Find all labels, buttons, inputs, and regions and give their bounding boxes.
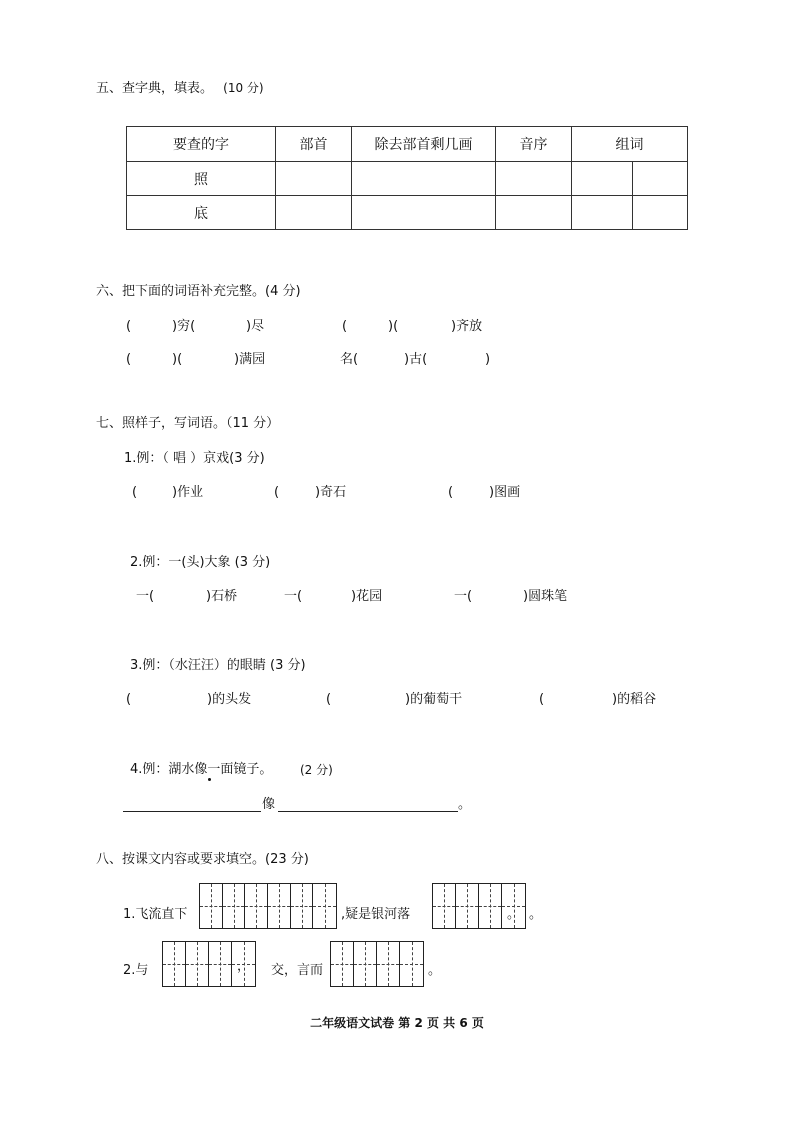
s7-q3-i1: ( xyxy=(126,692,132,707)
s8-q2-middle: 交，言而 xyxy=(271,963,324,978)
grid-cell[interactable] xyxy=(200,884,223,928)
input-cell-word-1[interactable] xyxy=(572,162,633,196)
grid-cell[interactable] xyxy=(209,942,232,986)
grid-cell[interactable] xyxy=(331,942,354,986)
s6-row1-p5: )( xyxy=(388,319,399,334)
s6-row2-p3: )满园 xyxy=(234,352,266,367)
s7-q1-i2: )作业 xyxy=(172,485,204,500)
grid-cell[interactable] xyxy=(400,942,423,986)
section-5-points: (10 分) xyxy=(223,81,264,95)
input-cell-radical[interactable] xyxy=(276,162,352,196)
s8-q1-middle: ,疑是银河落 xyxy=(341,907,411,922)
s7-q1-i6: )图画 xyxy=(489,485,521,500)
character-grid-q1-a[interactable] xyxy=(199,883,337,929)
grid-cell[interactable] xyxy=(313,884,336,928)
table-header-row xyxy=(127,127,688,162)
grid-cell[interactable] xyxy=(186,942,209,986)
s7-q4-points: (2 分) xyxy=(300,763,333,777)
section-5-title xyxy=(96,80,264,97)
input-cell-word-1[interactable] xyxy=(572,196,633,230)
s7-q1-i5: ( xyxy=(448,485,454,500)
grid-cell[interactable] xyxy=(163,942,186,986)
grid-cell[interactable] xyxy=(433,884,456,928)
s6-row1-p6: )齐放 xyxy=(451,319,483,334)
input-cell-strokes[interactable] xyxy=(352,196,496,230)
s6-row2-p2: )( xyxy=(172,352,183,367)
input-cell-phonetic[interactable] xyxy=(496,162,572,196)
s7-q2-i3: 一( xyxy=(284,589,303,604)
s6-row2-p6: ) xyxy=(485,352,491,367)
grid-cell[interactable] xyxy=(291,884,314,928)
s6-row2-p4: 名( xyxy=(340,352,359,367)
s7-q2-i5: 一( xyxy=(454,589,473,604)
grid-cell[interactable] xyxy=(479,884,502,928)
header-char: 要查的字 xyxy=(127,127,276,162)
section-8-title: 八、按课文内容或要求填空。(23 分) xyxy=(96,852,309,867)
character-grid-q2-b[interactable] xyxy=(330,941,424,987)
s7-q2-example: 2.例：一(头)大象 (3 分) xyxy=(130,555,271,570)
s7-q4-example: 4.例：湖水像一面镜子。 xyxy=(130,762,273,777)
character-grid-q2-a[interactable] xyxy=(162,941,256,987)
grid-cell[interactable] xyxy=(245,884,268,928)
s8-q1-end: 。 xyxy=(529,907,543,922)
s7-q1-i4: )奇石 xyxy=(315,485,347,500)
emphasis-dot xyxy=(208,778,211,781)
s7-q3-i5: ( xyxy=(539,692,545,707)
s6-row2-p5: )古( xyxy=(404,352,428,367)
character-grid-q1-b[interactable] xyxy=(432,883,526,929)
grid-cell[interactable] xyxy=(223,884,246,928)
s8-q2-prefix: 2.与 xyxy=(123,963,149,978)
input-cell-strokes[interactable] xyxy=(352,162,496,196)
page-footer: 二年级语文试卷 第 2 页 共 6 页 xyxy=(310,1016,484,1030)
grid-cell[interactable] xyxy=(456,884,479,928)
s8-q2-end: 。 xyxy=(428,963,442,978)
s7-q2-i1: 一( xyxy=(136,589,155,604)
answer-line-left[interactable] xyxy=(123,811,261,812)
s7-q3-i3: ( xyxy=(326,692,332,707)
s6-row1-p1: ( xyxy=(126,319,132,334)
grid-comma: ， xyxy=(236,958,250,974)
s7-q1-example: 1.例：（ 唱 ）京戏(3 分) xyxy=(124,451,265,466)
grid-cell[interactable] xyxy=(354,942,377,986)
s7-q2-i2: )石桥 xyxy=(206,589,238,604)
s7-q3-example: 3.例：（水汪汪）的眼睛 (3 分) xyxy=(130,658,306,673)
table-row xyxy=(127,162,688,196)
answer-line-right[interactable] xyxy=(278,811,458,812)
grid-cell[interactable] xyxy=(377,942,400,986)
input-cell-word-2[interactable] xyxy=(633,162,688,196)
s7-q1-i3: ( xyxy=(274,485,280,500)
s7-q3-i2: )的头发 xyxy=(207,692,252,707)
s6-row1-p3: )尽 xyxy=(246,319,265,334)
header-radical: 部首 xyxy=(276,127,352,162)
section-7-title: 七、照样子，写词语。（11 分） xyxy=(96,416,280,431)
s7-q1-i1: ( xyxy=(132,485,138,500)
s6-row1-p4: ( xyxy=(342,319,348,334)
dictionary-table xyxy=(126,126,688,230)
s6-row2-p1: ( xyxy=(126,352,132,367)
s7-q2-i4: )花园 xyxy=(351,589,383,604)
header-words: 组词 xyxy=(572,127,688,162)
input-cell-radical[interactable] xyxy=(276,196,352,230)
s7-q3-i6: )的稻谷 xyxy=(612,692,657,707)
header-phonetic: 音序 xyxy=(496,127,572,162)
row-char-zhao: 照 xyxy=(127,162,276,196)
grid-cell[interactable] xyxy=(232,942,255,986)
s8-q1-prefix: 1.飞流直下 xyxy=(123,907,188,922)
s7-q4-mid: 像 xyxy=(262,797,276,812)
grid-period: 。 xyxy=(506,906,520,922)
header-strokes: 除去部首剩几画 xyxy=(352,127,496,162)
input-cell-phonetic[interactable] xyxy=(496,196,572,230)
s7-q4-end: 。 xyxy=(458,797,472,812)
section-5-title-text: 五、查字典，填表。 xyxy=(96,81,214,96)
grid-cell[interactable] xyxy=(268,884,291,928)
grid-cell[interactable] xyxy=(502,884,525,928)
s7-q2-i6: )圆珠笔 xyxy=(523,589,568,604)
section-6-title: 六、把下面的词语补充完整。(4 分) xyxy=(96,284,301,299)
s7-q3-i4: )的葡萄干 xyxy=(405,692,463,707)
table-row xyxy=(127,196,688,230)
row-char-di: 底 xyxy=(127,196,276,230)
input-cell-word-2[interactable] xyxy=(633,196,688,230)
s6-row1-p2: )穷( xyxy=(172,319,196,334)
